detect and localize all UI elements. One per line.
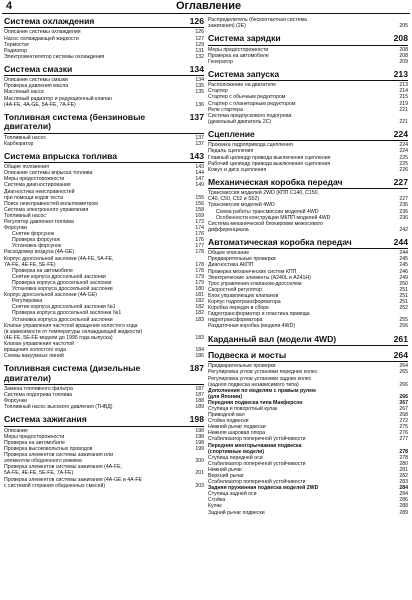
- entry-page: 158: [195, 206, 204, 213]
- entry-title: Кулак: [208, 503, 222, 510]
- entry-title: (дизельный двигатель 2С): [208, 118, 272, 125]
- entry-page: 227: [399, 196, 408, 203]
- entry-page: 221: [399, 118, 408, 125]
- entry-page: 245: [399, 256, 408, 263]
- section-page: 224: [393, 128, 408, 139]
- entry-title: Клапан управления частотой вращения холостого хода: [4, 322, 138, 329]
- toc-section: [4, 113, 204, 147]
- toc-entry: [208, 23, 408, 29]
- entry-page: 137: [195, 140, 204, 147]
- toc-section: [208, 351, 408, 516]
- section-heading: [208, 178, 408, 189]
- entry-title: Регулятор давления топлива: [4, 219, 74, 225]
- entry-page: 278: [399, 448, 408, 455]
- toc-entry: [4, 353, 204, 359]
- entry-title: Меры предосторожности: [4, 176, 65, 183]
- section-title: Топливная система (дизельные двигатели): [4, 363, 141, 383]
- page-title: Оглавление: [176, 0, 242, 12]
- section-page: 261: [393, 333, 408, 344]
- entry-title: Задний рычаг подвески: [208, 509, 265, 516]
- toc-section: [208, 178, 408, 233]
- entry-title: Проверка давления масла: [4, 83, 69, 90]
- entry-title: Проверка форсунок: [12, 237, 60, 244]
- entry-title: Поиск неисправностей вольтомметром: [4, 200, 98, 207]
- entry-page: 226: [399, 166, 408, 173]
- entry-page: 183: [195, 334, 204, 341]
- entry-page: 266: [399, 381, 408, 388]
- entry-title: Насос охлаждающей жидкости: [4, 35, 79, 42]
- section-title: Система впрыска топлива: [4, 150, 118, 161]
- toc-entry: [4, 102, 204, 108]
- entry-page: 225: [399, 160, 408, 167]
- entry-title: Стойка подвески: [208, 418, 249, 425]
- entry-page: 144: [195, 170, 204, 177]
- entry-page: 178: [195, 261, 204, 268]
- entry-page: 187: [195, 385, 204, 392]
- entry-title: Задняя пружинная подвеска моделей 2WD: [208, 485, 319, 492]
- entry-page: 288: [399, 503, 408, 510]
- entry-title: Передняя многорычажная подвеска: [208, 442, 302, 449]
- entry-page: 198: [195, 433, 204, 440]
- entry-title: (для Японии): [208, 393, 243, 400]
- entry-page: 174: [195, 225, 204, 232]
- entry-title: Схемы вакуумных линий: [4, 353, 64, 360]
- entry-page: 203: [195, 482, 204, 489]
- entry-page: 267: [399, 405, 408, 412]
- toc-entry: [4, 54, 204, 60]
- toc-entry: [208, 59, 408, 65]
- entry-title: Главный цилиндр привода выключения сцепления: [208, 154, 331, 161]
- entry-page: 208: [399, 46, 408, 53]
- entry-title: Снятие корпуса дроссельной заслонки: [12, 273, 106, 280]
- entry-page: 249: [399, 274, 408, 281]
- entry-page: 276: [399, 430, 408, 437]
- entry-title: Проверка корпуса дроссельной заслонки: [12, 279, 112, 286]
- entry-title: Предварительные проверки: [208, 256, 276, 263]
- entry-page: 131: [195, 47, 204, 54]
- entry-title: Скоростной регулятор: [208, 286, 262, 293]
- section-title: Система смазки: [4, 63, 73, 74]
- section-heading: [4, 113, 204, 134]
- section-page: 143: [189, 150, 204, 161]
- entry-title: Проверка на автомобиле: [12, 267, 73, 274]
- entry-title: Дополнения по моделям с правым рулем: [208, 387, 316, 394]
- entry-page: 180: [195, 286, 204, 293]
- entry-title: при помощи кодов теста: [4, 194, 63, 201]
- entry-title: Педаль сцепления: [208, 148, 254, 155]
- section-heading: [4, 152, 204, 163]
- entry-page: 182: [195, 310, 204, 317]
- entry-title: (4E-FE, 5E-FE модели до 1995 года выпуска): [4, 334, 113, 341]
- entry-title: гидротрансформатора: [208, 317, 263, 324]
- entry-title: Проверка на автомобиле: [4, 439, 65, 446]
- entry-title: Стартер: [208, 88, 228, 95]
- entry-title: Система электронного управления: [4, 206, 89, 213]
- entry-page: 275: [399, 424, 408, 431]
- entry-title: Передняя подвеска типа Макферсон: [208, 399, 303, 406]
- entry-title: Проверка высоковольтных проводов: [4, 446, 93, 453]
- toc-left-column: [4, 17, 204, 494]
- entry-title: Клапан управления частотой: [4, 340, 75, 347]
- entry-page: 251: [399, 292, 408, 299]
- section-title: Сцепление: [208, 128, 255, 139]
- entry-page: 169: [195, 212, 204, 219]
- entry-title: Масляный радиатор и редукционный клапан: [4, 95, 112, 102]
- entry-page: 134: [195, 77, 204, 84]
- toc-section: [4, 152, 204, 359]
- entry-title: Раздаточная коробка (модели 4WD): [208, 323, 296, 330]
- entry-page: 126: [195, 29, 204, 36]
- entry-title: Система диагностирования: [4, 182, 71, 189]
- entry-page: 264: [399, 363, 408, 370]
- entry-page: 189: [195, 404, 204, 411]
- entry-title: зажигания) (2E): [208, 23, 246, 30]
- entry-title: Гидротрансформатор и пластина привода: [208, 311, 310, 318]
- entry-page: 268: [399, 412, 408, 419]
- entry-title: (задняя подвеска независимого типа): [208, 381, 299, 388]
- entry-title: Стартер с обычным редуктором: [208, 94, 286, 101]
- header-rule: [2, 13, 410, 14]
- section-title: Механическая коробка передач: [208, 176, 343, 187]
- entry-page: 156: [195, 200, 204, 207]
- entry-title: Схема работы трансмиссии моделей 4WD: [216, 208, 319, 215]
- section-title: Автоматическая коробка передач: [208, 236, 352, 247]
- entry-title: Меры предосторожности: [208, 46, 269, 53]
- entry-page: 209: [399, 58, 408, 65]
- entry-title: Карбюратор: [4, 140, 34, 147]
- entry-title: Ступица и поворотный кулак: [208, 405, 278, 412]
- toc-section: [208, 335, 408, 346]
- entry-page: 187: [195, 392, 204, 399]
- section-title: Система зажигания: [4, 414, 87, 425]
- entry-page: 219: [399, 100, 408, 107]
- entry-title: Электровентилятор системы охлаждения: [4, 53, 105, 60]
- entry-title: Топливный насос: [4, 212, 46, 219]
- section-page: 134: [189, 63, 204, 74]
- entry-title: Топливный насос: [4, 134, 46, 141]
- entry-page: 198: [195, 439, 204, 446]
- toc-entry: [4, 483, 204, 489]
- entry-page: 184: [195, 346, 204, 353]
- toc-entry: [208, 227, 408, 233]
- entry-title: (спортивные модели): [208, 448, 265, 455]
- entry-title: Установка форсунок: [12, 243, 62, 250]
- entry-page: 179: [195, 279, 204, 286]
- section-page: 198: [189, 414, 204, 425]
- entry-title: Система подогрева топлива: [4, 392, 73, 399]
- entry-title: Рабочий цилиндр привода выключения сцепления: [208, 160, 331, 167]
- entry-page: 284: [399, 485, 408, 492]
- section-heading: [208, 130, 408, 141]
- entry-page: 214: [399, 88, 408, 95]
- section-page: 227: [393, 176, 408, 187]
- entry-title: Стартер с планетарным редуктором: [208, 100, 296, 107]
- entry-title: Проверка механических систем КПП: [208, 268, 297, 275]
- entry-title: вращения холостого хода: [4, 346, 67, 353]
- entry-page: 265: [399, 369, 408, 376]
- entry-title: Проверка корпуса дроссельной заслонки №1: [12, 310, 122, 317]
- entry-title: Корпус дроссельной заслонки (4A-GE): [4, 292, 98, 299]
- entry-title: Общее описание: [208, 250, 250, 257]
- entry-title: Установка корпуса дроссельной заслонки: [12, 286, 113, 293]
- entry-page: 272: [399, 418, 408, 425]
- entry-title: Трансмиссия моделей 2WD (КПП C140, C150,: [208, 190, 319, 197]
- toc-right-column: [208, 17, 408, 521]
- section-heading: [4, 17, 204, 28]
- entry-title: Корпус гидротрансформатора: [208, 299, 281, 306]
- entry-page: 245: [399, 262, 408, 269]
- entry-title: Генератор: [208, 58, 233, 65]
- entry-page: 179: [195, 273, 204, 280]
- entry-title: Трос управления клапаном-дросселем: [208, 280, 302, 287]
- entry-title: Ступица передней оси: [208, 454, 263, 461]
- entry-page: 251: [399, 286, 408, 293]
- entry-title: Регулировка углов установки задних колес: [208, 375, 312, 382]
- entry-title: Термостат: [4, 41, 30, 48]
- toc-entry: [208, 323, 408, 329]
- entry-title: Форсунки: [4, 225, 27, 232]
- entry-page: 132: [195, 53, 204, 60]
- entry-page: 135: [195, 83, 204, 90]
- entry-title: Регулировка углов установки передних колес: [208, 369, 318, 376]
- entry-title: Описание системы охлаждения: [4, 29, 81, 36]
- entry-page: 188: [195, 398, 204, 405]
- section-page: 137: [189, 111, 204, 122]
- entry-title: Предварительные проверки: [208, 363, 276, 370]
- section-page: 264: [393, 349, 408, 360]
- entry-title: Корпус дроссельной заслонки (4A-FE, 5A-FE,: [4, 255, 114, 262]
- entry-title: с системой сгорания обедненных смесей): [4, 482, 106, 489]
- entry-title: Стабилизатор поперечной устойчивости: [208, 460, 306, 467]
- toc-section: [208, 17, 408, 29]
- entry-page: 149: [195, 182, 204, 189]
- section-title: Подвеска и мосты: [208, 349, 287, 360]
- entry-page: 286: [399, 497, 408, 504]
- entry-title: Установка корпуса дроссельной заслонки: [12, 316, 113, 323]
- entry-title: Система механической блокировки межосевого: [208, 220, 324, 227]
- entry-page: 201: [195, 470, 204, 477]
- toc-entry: [208, 119, 408, 125]
- entry-title: Проверка элементов системы зажигания (4A-GE и 4A-FE: [4, 476, 142, 483]
- entry-title: Регулировка: [12, 298, 43, 305]
- toc-entry: [4, 141, 204, 147]
- entry-page: 198: [195, 427, 204, 434]
- entry-title: Снятие корпуса дроссельной заслонки №1: [12, 304, 116, 311]
- entry-page: 147: [195, 176, 204, 183]
- toc-section: [4, 65, 204, 108]
- entry-page: 182: [195, 304, 204, 311]
- entry-page: 155: [195, 194, 204, 201]
- entry-title: Диагностика АКПП: [208, 262, 254, 269]
- entry-title: 5A-FE, 4E-FE, 5E-FE, 7A-FE): [4, 470, 74, 477]
- entry-title: Замена топливного фильтра: [4, 385, 73, 392]
- section-title: Система зарядки: [208, 33, 281, 44]
- entry-title: Коробка передач в сборе: [208, 305, 270, 312]
- section-heading: [208, 335, 408, 346]
- section-heading: [4, 364, 204, 385]
- entry-title: Трансмиссия моделей 4WD: [208, 202, 275, 209]
- entry-page: 266: [399, 393, 408, 400]
- entry-page: 225: [399, 154, 408, 161]
- entry-title: Блок управляющих клапанов: [208, 292, 279, 299]
- entry-title: Верхний рычаг: [208, 473, 244, 479]
- entry-page: 127: [195, 35, 204, 42]
- section-page: 244: [393, 236, 408, 247]
- entry-title: C40, C50, C52 и S52): [208, 196, 260, 203]
- toc-entry: [4, 404, 204, 410]
- entry-page: 281: [399, 466, 408, 473]
- entry-page: 129: [195, 41, 204, 48]
- entry-page: 289: [399, 509, 408, 516]
- toc-entry: [208, 510, 408, 516]
- entry-page: 176: [195, 237, 204, 244]
- section-title: Система охлаждения: [4, 16, 95, 26]
- entry-title: Описание системы смазки: [4, 77, 68, 84]
- entry-page: 251: [399, 299, 408, 306]
- entry-page: 236: [399, 208, 408, 215]
- entry-page: 278: [399, 454, 408, 461]
- entry-page: 178: [195, 267, 204, 274]
- toc-section: [208, 130, 408, 173]
- entry-title: (4A-FE, 4A-GE, 5A-FE, 7A-FE): [4, 101, 76, 108]
- entry-title: Проверка на автомобиле: [208, 52, 269, 59]
- entry-page: 250: [399, 280, 408, 287]
- entry-title: элементов обедненного режима: [4, 458, 82, 465]
- entry-page: 242: [399, 226, 408, 233]
- entry-title: Ступица задней оси: [208, 491, 257, 498]
- entry-page: 136: [195, 101, 204, 108]
- entry-title: Проверка элементов системы зажигания (4A-FE,: [4, 464, 123, 471]
- section-heading: [208, 238, 408, 249]
- toc-section: [4, 17, 204, 60]
- entry-title: Нижний рычаг: [208, 466, 243, 473]
- section-heading: [208, 70, 408, 81]
- entry-title: Топливный насос высокого давления (ТНВД): [4, 404, 113, 411]
- entry-page: 143: [195, 164, 204, 171]
- entry-title: Расположение на двигателе: [208, 82, 277, 89]
- entry-page: 236: [399, 202, 408, 209]
- entry-page: 284: [399, 491, 408, 498]
- section-heading: [208, 34, 408, 45]
- toc-section: [4, 415, 204, 488]
- section-page: 208: [393, 33, 408, 44]
- section-page: 187: [189, 363, 204, 374]
- entry-page: 213: [399, 82, 408, 89]
- entry-page: 224: [399, 142, 408, 149]
- toc-section: [208, 238, 408, 330]
- entry-page: 135: [195, 89, 204, 96]
- entry-title: Радиатор: [4, 47, 27, 54]
- entry-title: (в зависимости от температуры охлаждающей жидкости): [4, 328, 143, 335]
- entry-title: Распределитель (бесконтактная система: [208, 17, 307, 23]
- entry-page: 208: [399, 52, 408, 59]
- entry-title: Электрические элементы (A240L и A241H): [208, 274, 311, 281]
- entry-title: Масляный насос: [4, 89, 45, 96]
- entry-page: 215: [399, 94, 408, 101]
- entry-title: Реле стартера: [208, 106, 243, 113]
- entry-title: Диагностика неисправностей: [4, 188, 75, 195]
- entry-page: 256: [399, 323, 408, 330]
- entry-page: 181: [195, 292, 204, 299]
- section-title: Система запуска: [208, 68, 280, 79]
- entry-page: 277: [399, 436, 408, 443]
- entry-title: 7A-FE, 4E-FE, 5E-FE): [4, 261, 56, 268]
- entry-page: 200: [195, 458, 204, 465]
- entry-page: 246: [399, 268, 408, 275]
- toc-section: [208, 70, 408, 125]
- entry-page: 186: [195, 353, 204, 360]
- entry-page: 183: [195, 316, 204, 323]
- entry-page: 236: [399, 214, 408, 221]
- page-header: [0, 0, 412, 13]
- entry-page: 252: [399, 305, 408, 312]
- entry-page: 182: [195, 298, 204, 305]
- entry-title: Система предпускового подогрева: [208, 112, 292, 119]
- entry-page: 176: [195, 231, 204, 238]
- entry-page: 255: [399, 317, 408, 324]
- entry-title: Нижний рычаг подвески: [208, 424, 266, 431]
- entry-page: 221: [399, 106, 408, 113]
- entry-page: 178: [195, 249, 204, 256]
- entry-title: Описание системы впрыска топлива: [4, 170, 93, 177]
- entry-title: Общие положения: [4, 164, 49, 171]
- entry-page: 177: [195, 243, 204, 250]
- entry-title: Стабилизатор поперечной устойчивости: [208, 479, 306, 486]
- entry-page: 224: [399, 148, 408, 155]
- section-heading: [4, 65, 204, 76]
- entry-page: 283: [399, 479, 408, 486]
- entry-page: 199: [195, 446, 204, 453]
- entry-title: Меры предосторожности: [4, 433, 65, 440]
- entry-title: Проверка элементов системы зажигания или: [4, 452, 113, 459]
- toc-entry: [208, 167, 408, 173]
- entry-title: Прокачка гидропривода сцепления: [208, 142, 293, 149]
- entry-page: 280: [399, 460, 408, 467]
- entry-page: 244: [399, 250, 408, 257]
- entry-title: Расходомер воздуха (4A-GE): [4, 249, 75, 256]
- section-heading: [4, 415, 204, 426]
- entry-title: Нижняя шаровая опора: [208, 430, 266, 437]
- toc-section: [4, 364, 204, 410]
- toc-section: [208, 34, 408, 65]
- entry-title: Кожух и диск сцепления: [208, 166, 267, 173]
- section-title: Топливная система (бензиновые двигатели): [4, 111, 146, 132]
- section-heading: [208, 351, 408, 362]
- entry-title: Стойка: [208, 497, 226, 504]
- entry-title: Стабилизатор поперечной устойчивости: [208, 436, 306, 443]
- entry-page: 173: [195, 219, 204, 225]
- section-title: Карданный вал (модели 4WD): [208, 333, 337, 344]
- entry-page: 282: [399, 473, 408, 479]
- page-number: 4: [6, 0, 13, 12]
- entry-title: Снятие форсунок: [12, 231, 55, 238]
- entry-page: 137: [195, 134, 204, 141]
- entry-title: Особенности конструкции МКПП моделей 4WD: [216, 214, 331, 221]
- section-page: 213: [393, 68, 408, 79]
- entry-page: 267: [399, 399, 408, 406]
- entry-title: дифференциала: [208, 226, 249, 233]
- entry-page: 205: [399, 23, 408, 30]
- entry-title: Форсунки: [4, 398, 27, 405]
- entry-title: Приводной вал: [208, 412, 245, 419]
- entry-title: Описание: [4, 427, 28, 434]
- section-page: 126: [189, 16, 204, 26]
